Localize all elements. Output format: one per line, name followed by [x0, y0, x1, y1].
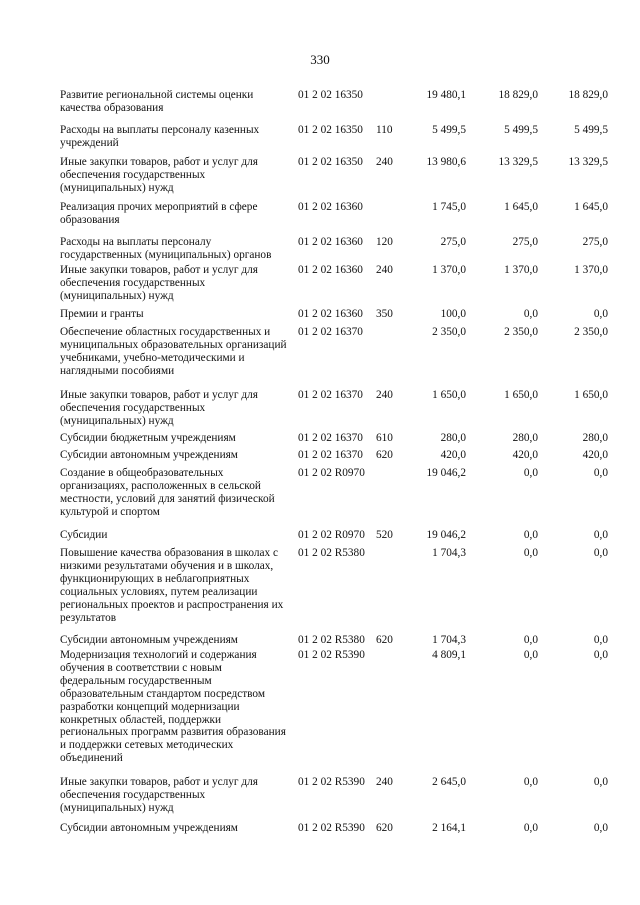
row-value-1: 19 046,2 [426, 467, 466, 479]
table-row [0, 649, 640, 766]
row-csr-code: 01 2 02 16360 [298, 236, 363, 248]
table-row [0, 449, 640, 462]
row-csr-code: 01 2 02 16360 [298, 308, 363, 320]
row-value-3: 18 829,0 [568, 89, 608, 101]
row-value-2: 13 329,5 [498, 156, 538, 168]
page-number: 330 [310, 52, 330, 67]
row-name: Субсидии автономным учреждениям [60, 822, 238, 834]
row-name: Субсидии автономным учреждениям [60, 449, 238, 461]
row-vr-code: 240 [376, 264, 393, 276]
row-value-2: 420,0 [512, 449, 538, 461]
table-row [0, 201, 640, 228]
row-value-2: 0,0 [523, 649, 538, 661]
row-value-2: 5 499,5 [504, 124, 538, 136]
row-value-2: 0,0 [523, 308, 538, 320]
row-value-3: 13 329,5 [568, 156, 608, 168]
row-name: Субсидии бюджетным учреждениям [60, 432, 236, 444]
row-csr-code: 01 2 02 R5380 [298, 634, 365, 646]
row-vr-code: 620 [376, 449, 393, 461]
row-name: Развитие региональной системы оценки качества образования [60, 89, 254, 114]
row-name: Повышение качества образования в школах с низкими результатами обучения и в школах, функционирующих в неблагоприятных социальных условиях, путем реализации региональных проектов и распространения их результатов [60, 547, 284, 624]
row-name: Реализация прочих мероприятий в сфере образования [60, 201, 258, 226]
row-value-3: 5 499,5 [574, 124, 608, 136]
table-row [0, 776, 640, 816]
row-name: Создание в общеобразовательных организациях, расположенных в сельской местности, условий для занятий физической культурой и спортом [60, 467, 275, 518]
row-vr-code: 110 [376, 124, 393, 136]
table-row [0, 529, 640, 542]
row-csr-code: 01 2 02 16350 [298, 124, 363, 136]
table-row [0, 236, 640, 263]
row-vr-code: 620 [376, 634, 393, 646]
row-value-3: 0,0 [593, 467, 608, 479]
row-value-1: 13 980,6 [426, 156, 466, 168]
row-value-3: 0,0 [593, 634, 608, 646]
row-vr-code: 240 [376, 389, 393, 401]
row-csr-code: 01 2 02 16370 [298, 326, 363, 338]
row-value-2: 275,0 [512, 236, 538, 248]
row-vr-code: 240 [376, 776, 393, 788]
row-value-2: 1 645,0 [504, 201, 538, 213]
row-value-2: 0,0 [523, 467, 538, 479]
row-name: Субсидии [60, 529, 108, 541]
row-csr-code: 01 2 02 R5390 [298, 649, 365, 661]
row-csr-code: 01 2 02 R5390 [298, 776, 365, 788]
table-row [0, 634, 640, 647]
row-value-1: 19 046,2 [426, 529, 466, 541]
row-csr-code: 01 2 02 16350 [298, 89, 363, 101]
row-value-1: 420,0 [440, 449, 466, 461]
row-value-3: 1 650,0 [574, 389, 608, 401]
row-csr-code: 01 2 02 16360 [298, 201, 363, 213]
row-value-2: 2 350,0 [504, 326, 538, 338]
table-row [0, 389, 640, 429]
row-csr-code: 01 2 02 16370 [298, 432, 363, 444]
row-name: Обеспечение областных государственных и муниципальных образовательных организаций учебниками, учебно-методическими и наглядными пособиями [60, 326, 287, 377]
row-vr-code: 350 [376, 308, 393, 320]
row-value-2: 0,0 [523, 529, 538, 541]
row-value-1: 1 704,3 [432, 547, 466, 559]
row-vr-code: 240 [376, 156, 393, 168]
row-value-1: 1 370,0 [432, 264, 466, 276]
table-row [0, 156, 640, 196]
row-csr-code: 01 2 02 R5390 [298, 822, 365, 834]
table-row [0, 822, 640, 835]
row-value-2: 18 829,0 [498, 89, 538, 101]
table-row [0, 326, 640, 381]
row-vr-code: 620 [376, 822, 393, 834]
row-value-1: 2 164,1 [432, 822, 466, 834]
row-value-3: 0,0 [593, 529, 608, 541]
row-value-2: 0,0 [523, 634, 538, 646]
row-value-1: 1 704,3 [432, 634, 466, 646]
row-value-1: 1 650,0 [432, 389, 466, 401]
row-csr-code: 01 2 02 R0970 [298, 529, 365, 541]
row-name: Субсидии автономным учреждениям [60, 634, 238, 646]
row-name: Расходы на выплаты персоналу государственных (муниципальных) органов [60, 236, 272, 261]
row-value-2: 1 650,0 [504, 389, 538, 401]
row-csr-code: 01 2 02 R0970 [298, 467, 365, 479]
row-value-3: 420,0 [582, 449, 608, 461]
row-value-2: 0,0 [523, 822, 538, 834]
row-value-1: 4 809,1 [432, 649, 466, 661]
row-value-1: 280,0 [440, 432, 466, 444]
row-name: Иные закупки товаров, работ и услуг для обеспечения государственных (муниципальных) нужд [60, 156, 258, 194]
row-value-3: 0,0 [593, 776, 608, 788]
table-row [0, 89, 640, 116]
row-vr-code: 520 [376, 529, 393, 541]
row-value-3: 1 645,0 [574, 201, 608, 213]
row-value-3: 0,0 [593, 649, 608, 661]
row-value-3: 275,0 [582, 236, 608, 248]
row-value-2: 280,0 [512, 432, 538, 444]
row-name: Иные закупки товаров, работ и услуг для обеспечения государственных (муниципальных) нужд [60, 776, 258, 814]
row-value-1: 2 645,0 [432, 776, 466, 788]
table-row [0, 124, 640, 151]
row-value-1: 100,0 [440, 308, 466, 320]
row-csr-code: 01 2 02 16350 [298, 156, 363, 168]
row-name: Иные закупки товаров, работ и услуг для обеспечения государственных (муниципальных) нужд [60, 264, 258, 302]
row-name: Премии и гранты [60, 308, 144, 320]
row-name: Иные закупки товаров, работ и услуг для обеспечения государственных (муниципальных) нужд [60, 389, 258, 427]
row-value-1: 5 499,5 [432, 124, 466, 136]
table-row [0, 308, 640, 321]
row-csr-code: 01 2 02 16370 [298, 449, 363, 461]
row-csr-code: 01 2 02 R5380 [298, 547, 365, 559]
row-vr-code: 610 [376, 432, 393, 444]
row-name: Расходы на выплаты персоналу казенных учреждений [60, 124, 260, 149]
row-value-3: 1 370,0 [574, 264, 608, 276]
row-value-1: 1 745,0 [432, 201, 466, 213]
row-value-3: 280,0 [582, 432, 608, 444]
row-value-1: 19 480,1 [426, 89, 466, 101]
row-vr-code: 120 [376, 236, 393, 248]
row-name: Модернизация технологий и содержания обучения в соответствии с новым федеральным государственным образовательным стандартом посредством разработки концепций модернизации конкретных областей, поддержки региональных программ развития образования и поддержки сетевых методических объединений [60, 649, 286, 765]
table-row [0, 467, 640, 522]
row-csr-code: 01 2 02 16370 [298, 389, 363, 401]
row-csr-code: 01 2 02 16360 [298, 264, 363, 276]
row-value-1: 275,0 [440, 236, 466, 248]
row-value-2: 0,0 [523, 547, 538, 559]
row-value-3: 0,0 [593, 547, 608, 559]
row-value-2: 1 370,0 [504, 264, 538, 276]
row-value-2: 0,0 [523, 776, 538, 788]
row-value-3: 2 350,0 [574, 326, 608, 338]
row-value-1: 2 350,0 [432, 326, 466, 338]
row-value-3: 0,0 [593, 822, 608, 834]
table-row [0, 264, 640, 304]
table-row [0, 547, 640, 627]
table-row [0, 432, 640, 445]
row-value-3: 0,0 [593, 308, 608, 320]
